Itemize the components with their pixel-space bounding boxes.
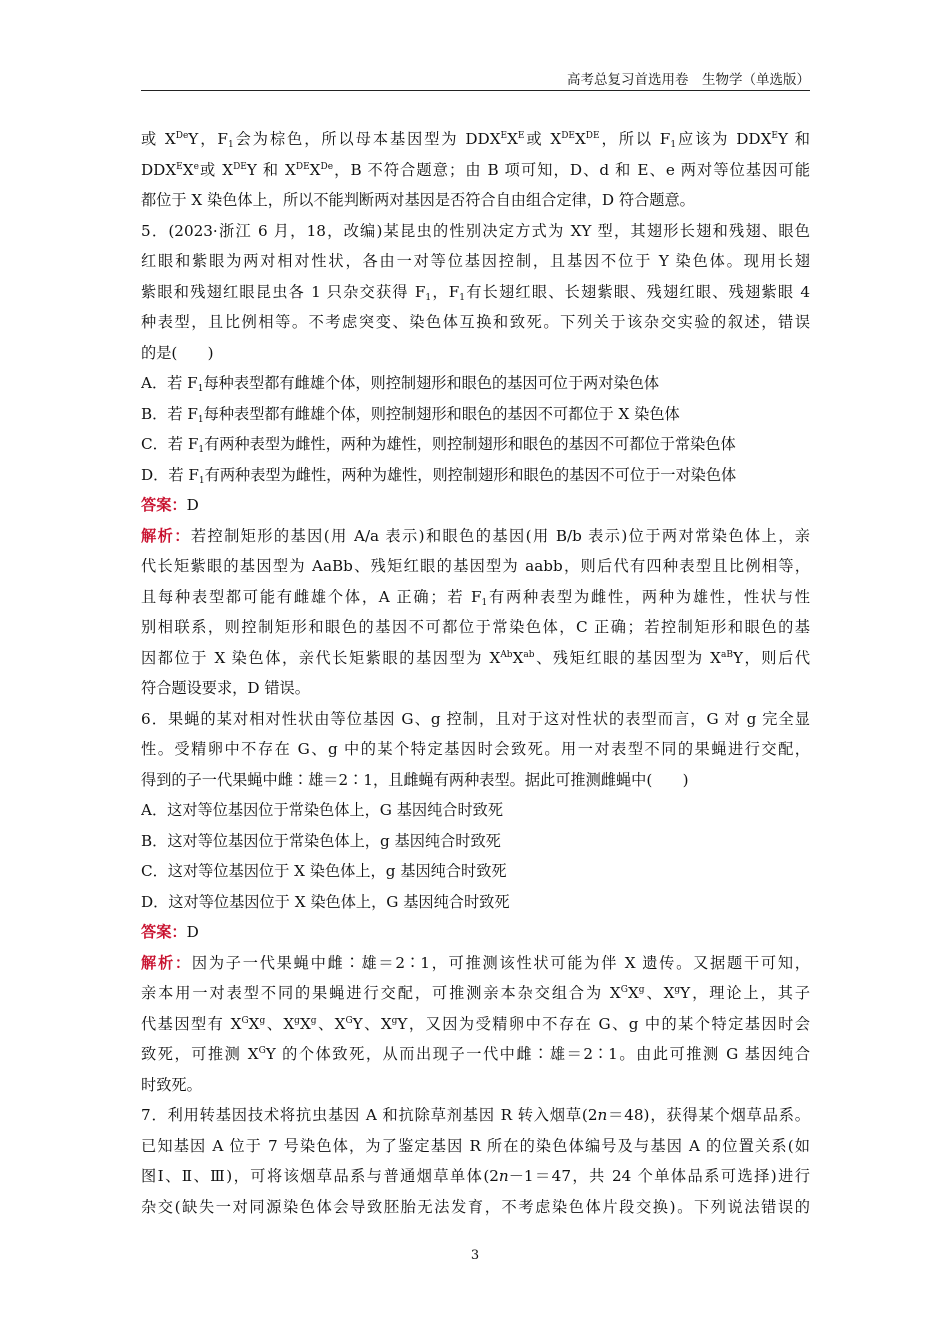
text-line: 代基因型有 $X^GX^g$、$X^gX^g$、$X^GY$、$X^gY$，又因为受精卵中不存在 G、g 中的某个特定基因时会: [141, 1014, 810, 1033]
text-line: 杂交(缺失一对同源染色体会导致胚胎无法发育，不考虑染色体片段交换)。下列说法错误的: [141, 1197, 810, 1216]
analysis-label: 解析：: [141, 953, 192, 972]
page-content: [141, 124, 810, 1222]
text-line: 都位于 X 染色体上，所以不能判断两对基因是否符合自由组合定律，D 符合题意。: [141, 191, 695, 209]
option-b: B．若 $F_1$每种表型都有雌雄个体，则控制翅形和眼色的基因不可都位于 X 染色体: [141, 404, 680, 425]
page-header: [141, 68, 810, 91]
text-line: 图Ⅰ、Ⅱ、Ⅲ)，可将该烟草品系与普通烟草单体(2n－1＝47，共 24 个单体品系可选择)进行: [141, 1167, 810, 1185]
answer-line: [141, 490, 810, 521]
option-c: C．若 $F_1$有两种表型为雌性，两种为雄性，则控制翅形和眼色的基因不可都位于常染色体: [141, 435, 736, 455]
option-b: B．这对等位基因位于常染色体上，g 基因纯合时致死: [141, 831, 501, 850]
page-number: 3: [470, 1248, 480, 1263]
option-a: A．若 $F_1$每种表型都有雌雄个体，则控制翅形和眼色的基因可位于两对染色体: [141, 374, 660, 394]
text-line: 符合题设要求，D 错误。: [141, 679, 310, 697]
text-line: 时致死。: [141, 1075, 202, 1094]
analysis-line: 解析：因为子一代果蝇中雌∶雄＝2∶1，可推测该性状可能为伴 X 遗传。又据题干可知，: [141, 953, 810, 972]
text-line: 致死，可推测 $X^GY$ 的个体致死，从而出现子一代中雌∶雄＝2∶1。由此可推测 G 基因纯合: [141, 1045, 810, 1063]
text-line: 种表型，且比例相等。不考虑突变、染色体互换和致死。下列关于该杂交实验的叙述，错误: [141, 313, 810, 331]
option-c: C．这对等位基因位于 X 染色体上，g 基因纯合时致死: [141, 862, 507, 880]
answer-label: 答案：: [141, 496, 187, 514]
answer-value: D: [186, 923, 199, 941]
text-line: 红眼和紫眼为两对相对性状，各由一对等位基因控制，且基因不位于 Y 染色体。现用长翅: [141, 252, 810, 270]
option-d: D．若 $F_1$有两种表型为雌性，两种为雄性，则控制翅形和眼色的基因不可位于一对染色体: [141, 465, 737, 486]
analysis-label: 解析：: [141, 526, 191, 545]
text-line: $DDX^EXe$或 XDEY 和 XDEXDe，B 不符合题意；由 B 项可知，D、d 和 E、e 两对等位基因可能: [141, 160, 810, 179]
text-line: 得到的子一代果蝇中雌∶雄＝2∶1，且雌蝇有两种表型。据此可推测雌蝇中( ): [141, 770, 689, 789]
answer-line: [141, 917, 810, 948]
answer-label: 答案：: [141, 923, 187, 941]
question-7-stem: 7．利用转基因技术将抗虫基因 A 和抗除草剂基因 R 转入烟草(2n＝48)，获得某个烟草品系。: [141, 1106, 810, 1124]
text-line: 且每种表型都可能有雌雄个体，A 正确；若 $F_1$有两种表型为雌性，两种为雄性，性状与性: [141, 587, 810, 608]
text-line: 或 XDeY，$F_1$会为棕色，所以母本基因型为 $DDX^EX^E$或 XDEXDE，所以 $F_1$应该为 $DDX^EY$ 和: [141, 130, 810, 150]
header-title: 高考总复习首选用卷 生物学（单选版）: [567, 72, 810, 88]
text-line: 别相联系，则控制矩形和眼色的基因不可都位于常染色体，C 正确；若控制矩形和眼色的基: [141, 618, 810, 636]
option-d: D．这对等位基因位于 X 染色体上，G 基因纯合时致死: [141, 892, 510, 911]
question-5-stem: 5．(2023·浙江 6 月，18，改编)某昆虫的性别决定方式为 XY 型，其翅形长翅和残翅、眼色: [141, 221, 810, 240]
text-line: 紫眼和残翅红眼昆虫各 1 只杂交获得 $F_1$，$F_1$有长翅红眼、长翅紫眼、残翅红眼、残翅紫眼 4: [141, 282, 810, 303]
option-a: A．这对等位基因位于常染色体上，G 基因纯合时致死: [141, 801, 504, 819]
text-line: 已知基因 A 位于 7 号染色体，为了鉴定基因 R 所在的染色体编号及与基因 A 的位置关系(如: [141, 1136, 810, 1155]
text-line: 的是( ): [141, 343, 214, 362]
question-6-stem: 6．果蝇的某对相对性状由等位基因 G、g 控制，且对于这对性状的表型而言，G 对 g 完全显: [141, 709, 810, 728]
text-line: 因都位于 X 染色体，亲代长矩紫眼的基因型为 $X^{Ab}X^{ab}$、残矩红眼的基因型为 $X^{aB}Y$，则后代: [141, 648, 810, 667]
text-line: 亲本用一对表型不同的果蝇进行交配，可推测亲本杂交组合为 $X^GX^g$、$X^gY$，理论上，其子: [141, 984, 810, 1002]
text-line: 代长矩紫眼的基因型为 AaBb、残矩红眼的基因型为 aabb，则后代有四种表型且比例相等，: [141, 557, 810, 575]
text-line: 性。受精卵中不存在 G、g 中的某个特定基因时会致死。用一对表型不同的果蝇进行交配，: [141, 740, 810, 758]
answer-value: D: [186, 496, 199, 514]
analysis-line: 解析：若控制矩形的基因(用 A/a 表示)和眼色的基因(用 B/b 表示)位于两对常染色体上，亲: [141, 526, 810, 545]
